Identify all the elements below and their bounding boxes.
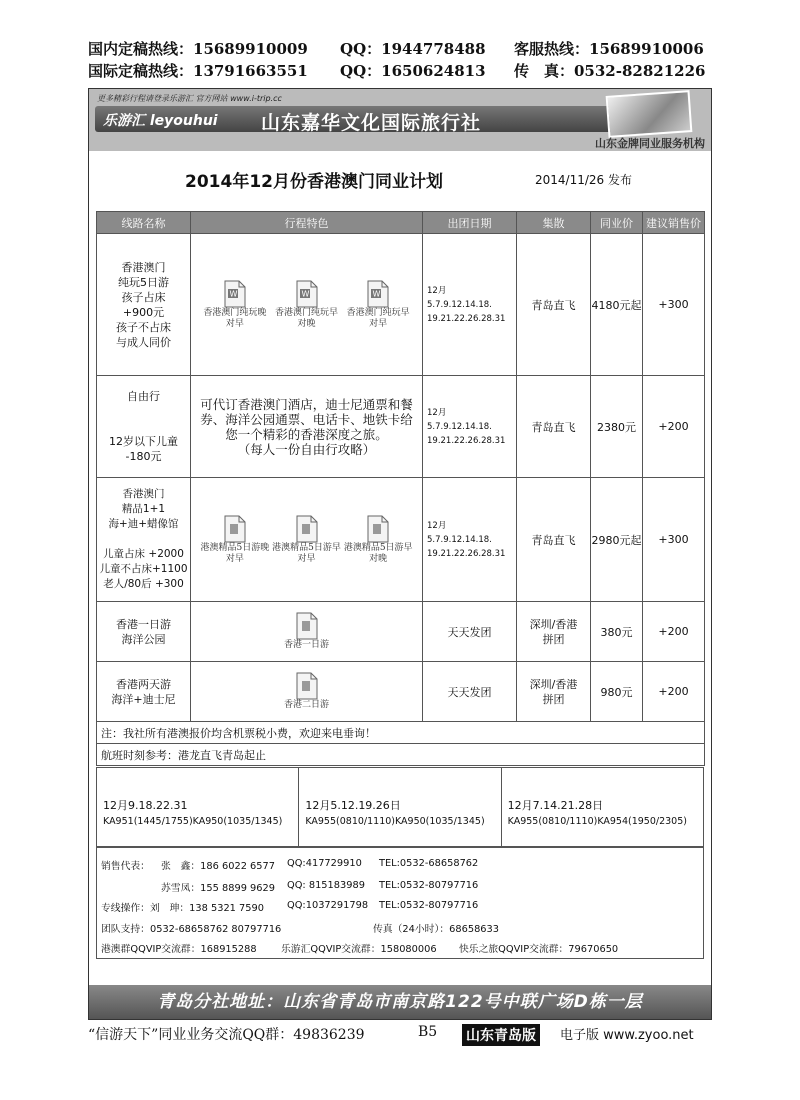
route-name: 自由行 12岁以下儿童 -180元	[97, 376, 191, 478]
flight-codes: KA955(0810/1110)KA954(1950/2305)	[507, 816, 687, 827]
agency-slogan: 山东金牌同业服务机构	[595, 137, 705, 150]
itinerary-doc[interactable]	[199, 515, 271, 565]
scenery-photo	[606, 90, 693, 138]
suggest-price: +300	[643, 234, 705, 376]
itinerary-doc[interactable]	[199, 280, 271, 330]
sales-tel: TEL:0532-68658762	[379, 858, 479, 869]
document-icon	[296, 612, 318, 640]
sales-qq: QQ: 815183989	[287, 880, 365, 891]
doc-caption: 港澳精品5日游早对晚	[343, 542, 413, 564]
flyer-frame	[88, 88, 712, 1020]
trade-price: 980元	[591, 662, 643, 722]
route-name: 香港澳门 精品1+1 海+迪+蜡像馆 儿童占床 +2000 儿童不占床+1100 老人/80后 +300	[97, 478, 191, 602]
leyouhui-logo: 乐游汇 leyouhui	[103, 113, 218, 129]
sales-label: 销售代表：	[101, 861, 150, 872]
sales-qq: QQ:417729910	[287, 858, 362, 869]
banner-website: 更多精彩行程请登录乐游汇 官方网站 www.i-trip.cc	[97, 94, 282, 103]
doc-caption: 港澳精品5日游晚对早	[200, 542, 270, 564]
hub: 青岛直飞	[517, 478, 591, 602]
e-edition-site[interactable]: 电子版 www.zyoo.net	[560, 1028, 694, 1043]
service-hotline: 客服热线：15689910006	[514, 40, 704, 58]
flight-block	[97, 768, 299, 846]
hub: 青岛直飞	[517, 376, 591, 478]
col-suggest: 建议销售价	[643, 212, 705, 234]
flight-ref-row	[97, 744, 705, 766]
document-icon	[367, 515, 389, 543]
svg-text:W: W	[301, 289, 309, 298]
page-number: B5	[418, 1024, 438, 1040]
doc-caption: 香港澳门纯玩早对早	[346, 307, 410, 329]
flight-dates: 12月5.12.19.26日	[305, 799, 401, 812]
price-note: 注：我社所有港澳报价均含机票税小费，欢迎来电垂询！	[97, 722, 705, 744]
ops-qq: QQ:1037291798	[287, 900, 369, 911]
doc-caption: 香港二日游	[283, 700, 329, 710]
doc-caption: 香港澳门纯玩早对晚	[275, 307, 339, 329]
itinerary-doc[interactable]	[271, 612, 343, 651]
svg-text:W: W	[229, 289, 238, 298]
flight-codes: KA951(1445/1755)KA950(1035/1345)	[103, 816, 283, 827]
doc-caption: 香港澳门纯玩晚对早	[203, 307, 267, 329]
doc-caption: 香港一日游	[283, 640, 329, 650]
itinerary-doc[interactable]	[271, 672, 343, 711]
table-row	[97, 234, 705, 376]
suggest-price: +200	[643, 376, 705, 478]
departure-dates: 12月 5.7.9.12.14.18. 19.21.22.26.28.31	[423, 478, 517, 602]
col-route: 线路名称	[97, 212, 191, 234]
contact-info	[96, 847, 704, 959]
note-row	[97, 722, 705, 744]
qq-group-2: 乐游汇QQVIP交流群：158080006	[281, 944, 437, 955]
flight-schedule	[96, 767, 704, 847]
flight-dates: 12月7.14.21.28日	[507, 799, 604, 812]
doc-caption: 港澳精品5日游早对早	[272, 542, 341, 564]
hub: 青岛直飞	[517, 234, 591, 376]
sales-tel: TEL:0532-80797716	[379, 880, 479, 891]
departure-dates: 天天发团	[423, 662, 517, 722]
trade-price: 2980元起	[591, 478, 643, 602]
trade-price: 2380元	[591, 376, 643, 478]
route-name: 香港两天游 海洋+迪士尼	[97, 662, 191, 722]
flight-dates: 12月9.18.22.31	[103, 799, 188, 812]
col-dates: 出团日期	[423, 212, 517, 234]
itinerary-doc[interactable]	[342, 280, 414, 330]
qq-group-footer: “信游天下”同业业务交流QQ群：49836239	[88, 1027, 365, 1043]
qq-1: QQ：1944778488	[340, 40, 486, 58]
feature-cell	[191, 602, 423, 662]
departure-dates: 天天发团	[423, 602, 517, 662]
svg-text:W: W	[372, 289, 381, 298]
itinerary-doc[interactable]	[342, 515, 414, 565]
qq-group-1: 港澳群QQVIP交流群：168915288	[101, 944, 257, 955]
word-doc-icon	[367, 280, 389, 308]
departure-dates: 12月 5.7.9.12.14.18. 19.21.22.26.28.31	[423, 234, 517, 376]
qq-2: QQ：1650624813	[340, 62, 486, 80]
document-icon	[296, 672, 318, 700]
itinerary-table	[96, 211, 705, 766]
agency-banner	[89, 89, 711, 151]
trade-price: 380元	[591, 602, 643, 662]
flight-codes: KA955(0810/1110)KA950(1035/1345)	[305, 816, 485, 827]
page-title: 2014年12月份香港澳门同业计划	[185, 172, 443, 192]
route-name: 香港一日游 海洋公园	[97, 602, 191, 662]
word-doc-icon	[296, 280, 318, 308]
feature-cell	[191, 234, 423, 376]
route-name: 香港澳门 纯玩5日游 孩子占床 +900元 孩子不占床 与成人同价	[97, 234, 191, 376]
intl-hotline: 国际定稿热线：13791663551	[88, 62, 308, 80]
document-icon	[296, 515, 318, 543]
ops-tel: TEL:0532-80797716	[379, 900, 479, 911]
suggest-price: +200	[643, 662, 705, 722]
table-row	[97, 478, 705, 602]
free-travel-feature: 可代订香港澳门酒店，迪士尼通票和餐 券、海洋公园通票、电话卡、地铁卡给 您一个精彩的香港深度之旅。 （每人一份自由行攻略）	[191, 376, 423, 478]
flight-block	[502, 768, 703, 846]
table-row	[97, 602, 705, 662]
fax-line: 传 真：0532-82821226	[514, 62, 706, 80]
publish-date: 2014/11/26 发布	[535, 173, 632, 187]
col-hub: 集散	[517, 212, 591, 234]
hub: 深圳/香港 拼团	[517, 602, 591, 662]
fax-24h: 传真（24小时）：68658633	[373, 924, 500, 935]
itinerary-doc[interactable]	[271, 280, 343, 330]
suggest-price: +300	[643, 478, 705, 602]
feature-cell	[191, 662, 423, 722]
flight-block	[299, 768, 501, 846]
flight-reference: 航班时刻参考：港龙直飞青岛起止	[97, 744, 705, 766]
domestic-hotline: 国内定稿热线：15689910009	[88, 40, 308, 58]
table-row	[97, 376, 705, 478]
team-support: 团队支持：0532-68658762 80797716	[101, 924, 282, 935]
trade-price: 4180元起	[591, 234, 643, 376]
sales-person: 苏雪凤：155 8899 9629	[161, 883, 275, 894]
word-doc-icon	[224, 280, 246, 308]
qq-group-3: 快乐之旅QQVIP交流群：79670650	[459, 944, 619, 955]
hub: 深圳/香港 拼团	[517, 662, 591, 722]
ops-person: 专线操作：刘 珅：138 5321 7590	[101, 903, 264, 914]
col-feature: 行程特色	[191, 212, 423, 234]
departure-dates: 12月 5.7.9.12.14.18. 19.21.22.26.28.31	[423, 376, 517, 478]
itinerary-doc[interactable]	[271, 515, 343, 565]
document-icon	[224, 515, 246, 543]
branch-address: 青岛分社地址：山东省青岛市南京路122号中联广场D栋一层	[89, 985, 711, 1019]
agency-name: 山东嘉华文化国际旅行社	[261, 112, 482, 134]
table-row	[97, 662, 705, 722]
feature-cell	[191, 478, 423, 602]
suggest-price: +200	[643, 602, 705, 662]
edition-badge: 山东青岛版	[462, 1024, 540, 1046]
table-header-row	[97, 212, 705, 234]
sales-person: 张 鑫：186 6022 6577	[161, 861, 275, 872]
col-price: 同业价	[591, 212, 643, 234]
